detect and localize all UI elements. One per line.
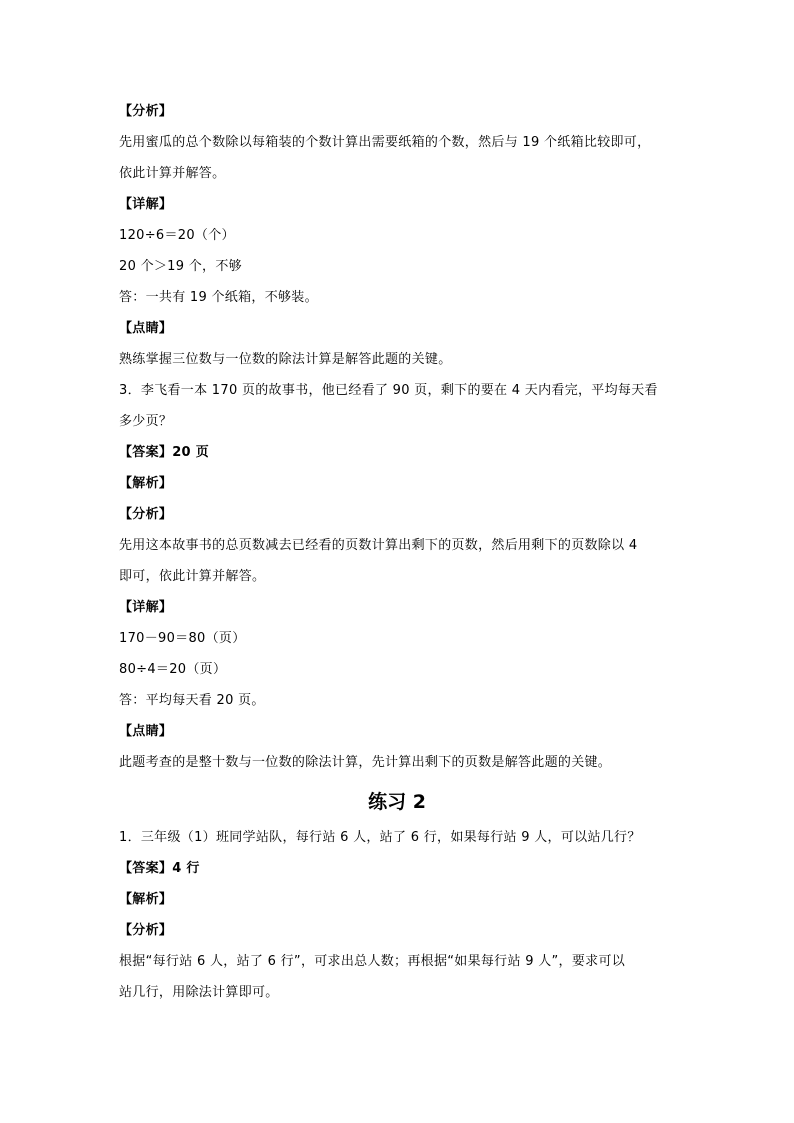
- label-key-point: 【点睛】: [119, 321, 173, 336]
- question-line: 1．三年级（1）班同学站队，每行站 6 人，站了 6 行，如果每行站 9 人，可以站几行？: [119, 830, 641, 845]
- question-line: 多少页？: [119, 414, 173, 429]
- label-analysis: 【分析】: [119, 507, 173, 522]
- paragraph-line: 根据“每行站 6 人，站了 6 行”，可求出总人数；再根据“如果每行站 9 人”，要求可以: [119, 954, 626, 969]
- paragraph-line: 20 个＞19 个，不够: [119, 259, 242, 274]
- label-explanation: 【解析】: [119, 892, 173, 907]
- paragraph-line: 依此计算并解答。: [119, 166, 226, 181]
- paragraph-line: 即可，依此计算并解答。: [119, 569, 266, 584]
- paragraph-line: 此题考查的是整十数与一位数的除法计算，先计算出剩下的页数是解答此题的关键。: [119, 755, 612, 770]
- label-detail: 【详解】: [119, 600, 173, 615]
- question-line: 3．李飞看一本 170 页的故事书，他已经看了 90 页，剩下的要在 4 天内看完，平均每天看: [119, 383, 658, 398]
- equation-line: 170－90＝80（页）: [119, 631, 246, 646]
- label-explanation: 【解析】: [119, 476, 173, 491]
- equation-line: 120÷6＝20（个）: [119, 228, 235, 243]
- label-answer: 【答案】4 行: [119, 861, 200, 876]
- label-analysis: 【分析】: [119, 923, 173, 938]
- label-key-point: 【点睛】: [119, 724, 173, 739]
- label-answer: 【答案】20 页: [119, 445, 210, 460]
- paragraph-line: 站几行，用除法计算即可。: [119, 985, 279, 1000]
- paragraph-line: 先用蜜瓜的总个数除以每箱装的个数计算出需要纸箱的个数，然后与 19 个纸箱比较即可，: [119, 135, 651, 150]
- paragraph-line: 熟练掌握三位数与一位数的除法计算是解答此题的关键。: [119, 352, 452, 367]
- label-detail: 【详解】: [119, 197, 173, 212]
- label-analysis: 【分析】: [119, 104, 173, 119]
- section-heading: 练习 2: [368, 791, 426, 813]
- answer-line: 答：一共有 19 个纸箱，不够装。: [119, 290, 318, 305]
- answer-line: 答：平均每天看 20 页。: [119, 693, 265, 708]
- equation-line: 80÷4＝20（页）: [119, 662, 227, 677]
- paragraph-line: 先用这本故事书的总页数减去已经看的页数计算出剩下的页数，然后用剩下的页数除以 4: [119, 538, 638, 553]
